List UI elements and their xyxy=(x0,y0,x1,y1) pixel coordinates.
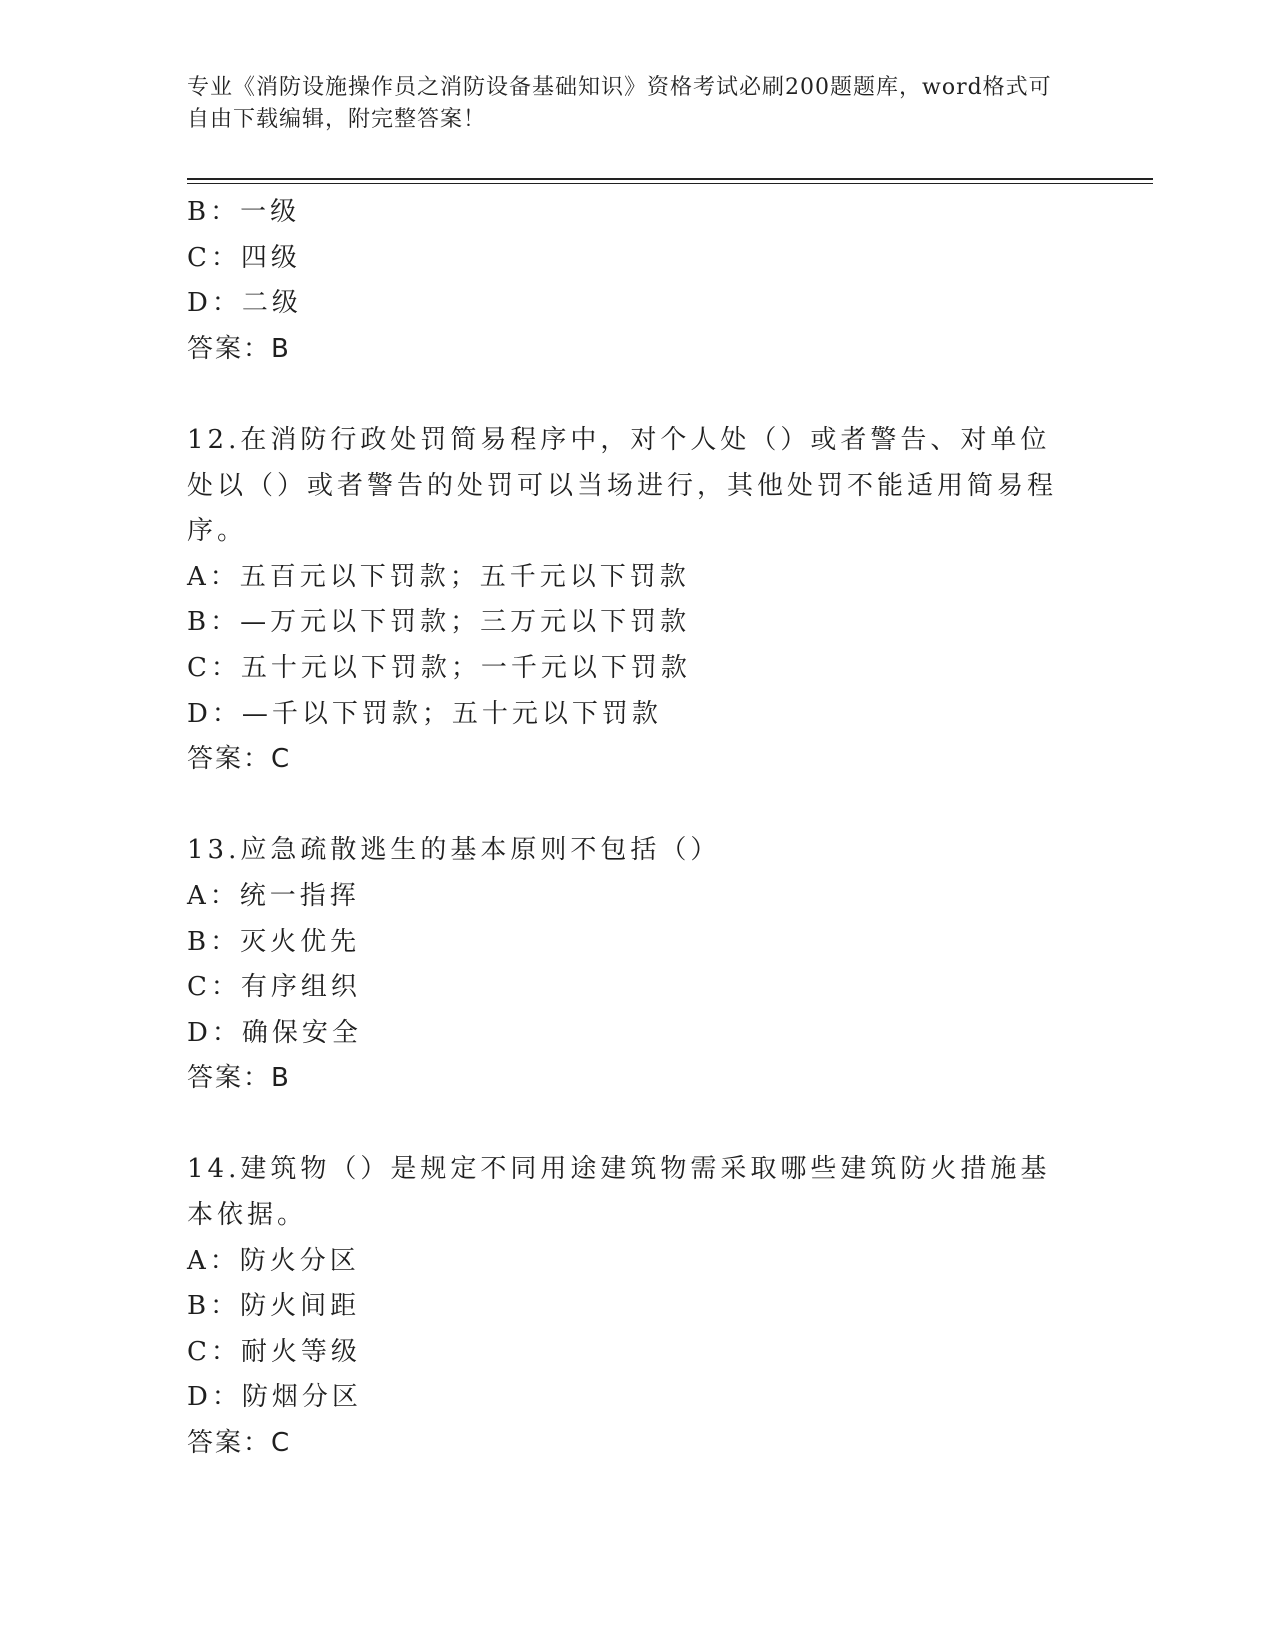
option-d: D：确保安全 xyxy=(187,1017,362,1048)
answer: 答案：B xyxy=(187,333,291,364)
option-b: B：防火间距 xyxy=(187,1291,361,1322)
question-list xyxy=(187,190,1087,1467)
answer: 答案：B xyxy=(187,1063,291,1094)
answer: 答案：C xyxy=(187,1428,292,1459)
option-c: C：耐火等级 xyxy=(187,1336,361,1367)
question-text: 14.建筑物（）是规定不同用途建筑物需采取哪些建筑防火措施基本依据。 xyxy=(187,1154,1051,1231)
document-header: 专业《消防设施操作员之消防设备基础知识》资格考试必刷200题题库，word格式可自由下载编辑，附完整答案！ xyxy=(187,75,1052,132)
option-b: B：一级 xyxy=(187,197,301,227)
option-d: D：二级 xyxy=(187,288,302,319)
option-c: C：四级 xyxy=(187,242,301,273)
option-a: A：统一指挥 xyxy=(187,880,360,911)
option-c: C：有序组织 xyxy=(187,972,361,1003)
option-c: C：五十元以下罚款；一千元以下罚款 xyxy=(187,652,691,683)
question-11-continued xyxy=(187,190,1087,372)
option-b: B：灭火优先 xyxy=(187,926,361,957)
option-d: D：—千以下罚款；五十元以下罚款 xyxy=(187,698,662,729)
option-d: D：防烟分区 xyxy=(187,1382,362,1413)
question-text: 13.应急疏散逃生的基本原则不包括（） xyxy=(187,835,721,866)
question-text: 12.在消防行政处罚简易程序中，对个人处（）或者警告、对单位处以（）或者警告的处罚可以当场进行，其他处罚不能适用简易程序。 xyxy=(187,424,1058,547)
answer: 答案：C xyxy=(187,744,292,775)
question-13 xyxy=(187,828,1087,1102)
option-b: B：—万元以下罚款；三万元以下罚款 xyxy=(187,607,691,638)
header-rule-thick xyxy=(187,178,1153,180)
option-a: A：五百元以下罚款；五千元以下罚款 xyxy=(187,561,690,592)
option-a: A：防火分区 xyxy=(187,1245,360,1276)
question-12 xyxy=(187,418,1087,783)
header-rule-thin xyxy=(187,183,1153,184)
question-14 xyxy=(187,1147,1087,1466)
